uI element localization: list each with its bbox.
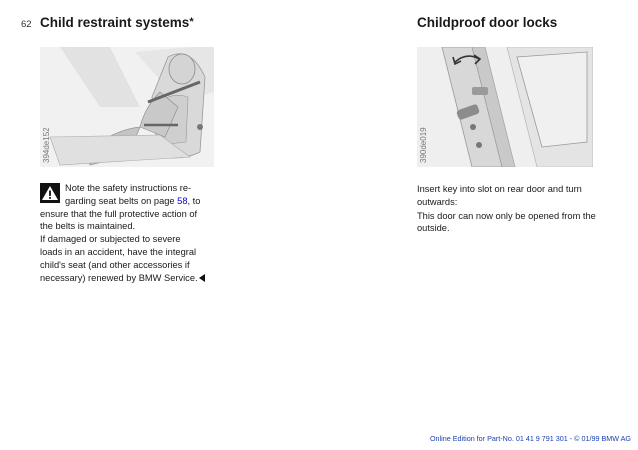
left-figure-code: 394de152	[42, 127, 51, 163]
note-line-2-text: garding seat belts on page	[65, 195, 178, 206]
right-figure-code: 390de019	[419, 127, 428, 163]
childproof-locks-heading: Childproof door locks	[417, 15, 558, 30]
body-line-2: the belts is maintained.	[40, 221, 136, 232]
safety-note	[40, 182, 220, 284]
body-line-6	[40, 272, 220, 285]
body-line-5: child's seat (and other accessories if	[40, 259, 190, 270]
instruction-paragraph-2: This door can now only be opened from the outside.	[417, 210, 596, 234]
end-of-section-icon	[199, 274, 205, 282]
warning-icon	[40, 183, 60, 203]
child-restraint-heading-text: Child restraint systems	[40, 15, 190, 30]
note-line-1: Note the safety instructions re-	[65, 183, 192, 193]
child-seat-drawing	[40, 47, 214, 167]
page-58-link[interactable]: 58	[177, 195, 188, 206]
child-restraint-heading	[40, 15, 194, 30]
note-line-2-after: , to	[187, 195, 201, 206]
page-number: 62	[21, 19, 32, 30]
door-lock-drawing	[417, 47, 593, 167]
online-edition-footer: Online Edition for Part-No. 01 41 9 791 301 - © 01/99 BMW AG	[429, 434, 631, 443]
body-line-1: ensure that the full protective action of	[40, 208, 198, 219]
door-lock-instructions	[417, 183, 603, 235]
body-line-4: loads in an accident, have the integral	[40, 246, 197, 257]
optional-equipment-asterisk: *	[189, 16, 194, 28]
door-lock-illustration	[417, 47, 593, 167]
child-seat-illustration	[40, 47, 214, 167]
body-line-6-text: necessary) renewed by BMW Service.	[40, 272, 198, 283]
note-line-2	[40, 195, 220, 208]
instruction-paragraph-1: Insert key into slot on rear door and turn outwards:	[417, 184, 582, 207]
body-line-3: If damaged or subjected to severe	[40, 234, 181, 245]
